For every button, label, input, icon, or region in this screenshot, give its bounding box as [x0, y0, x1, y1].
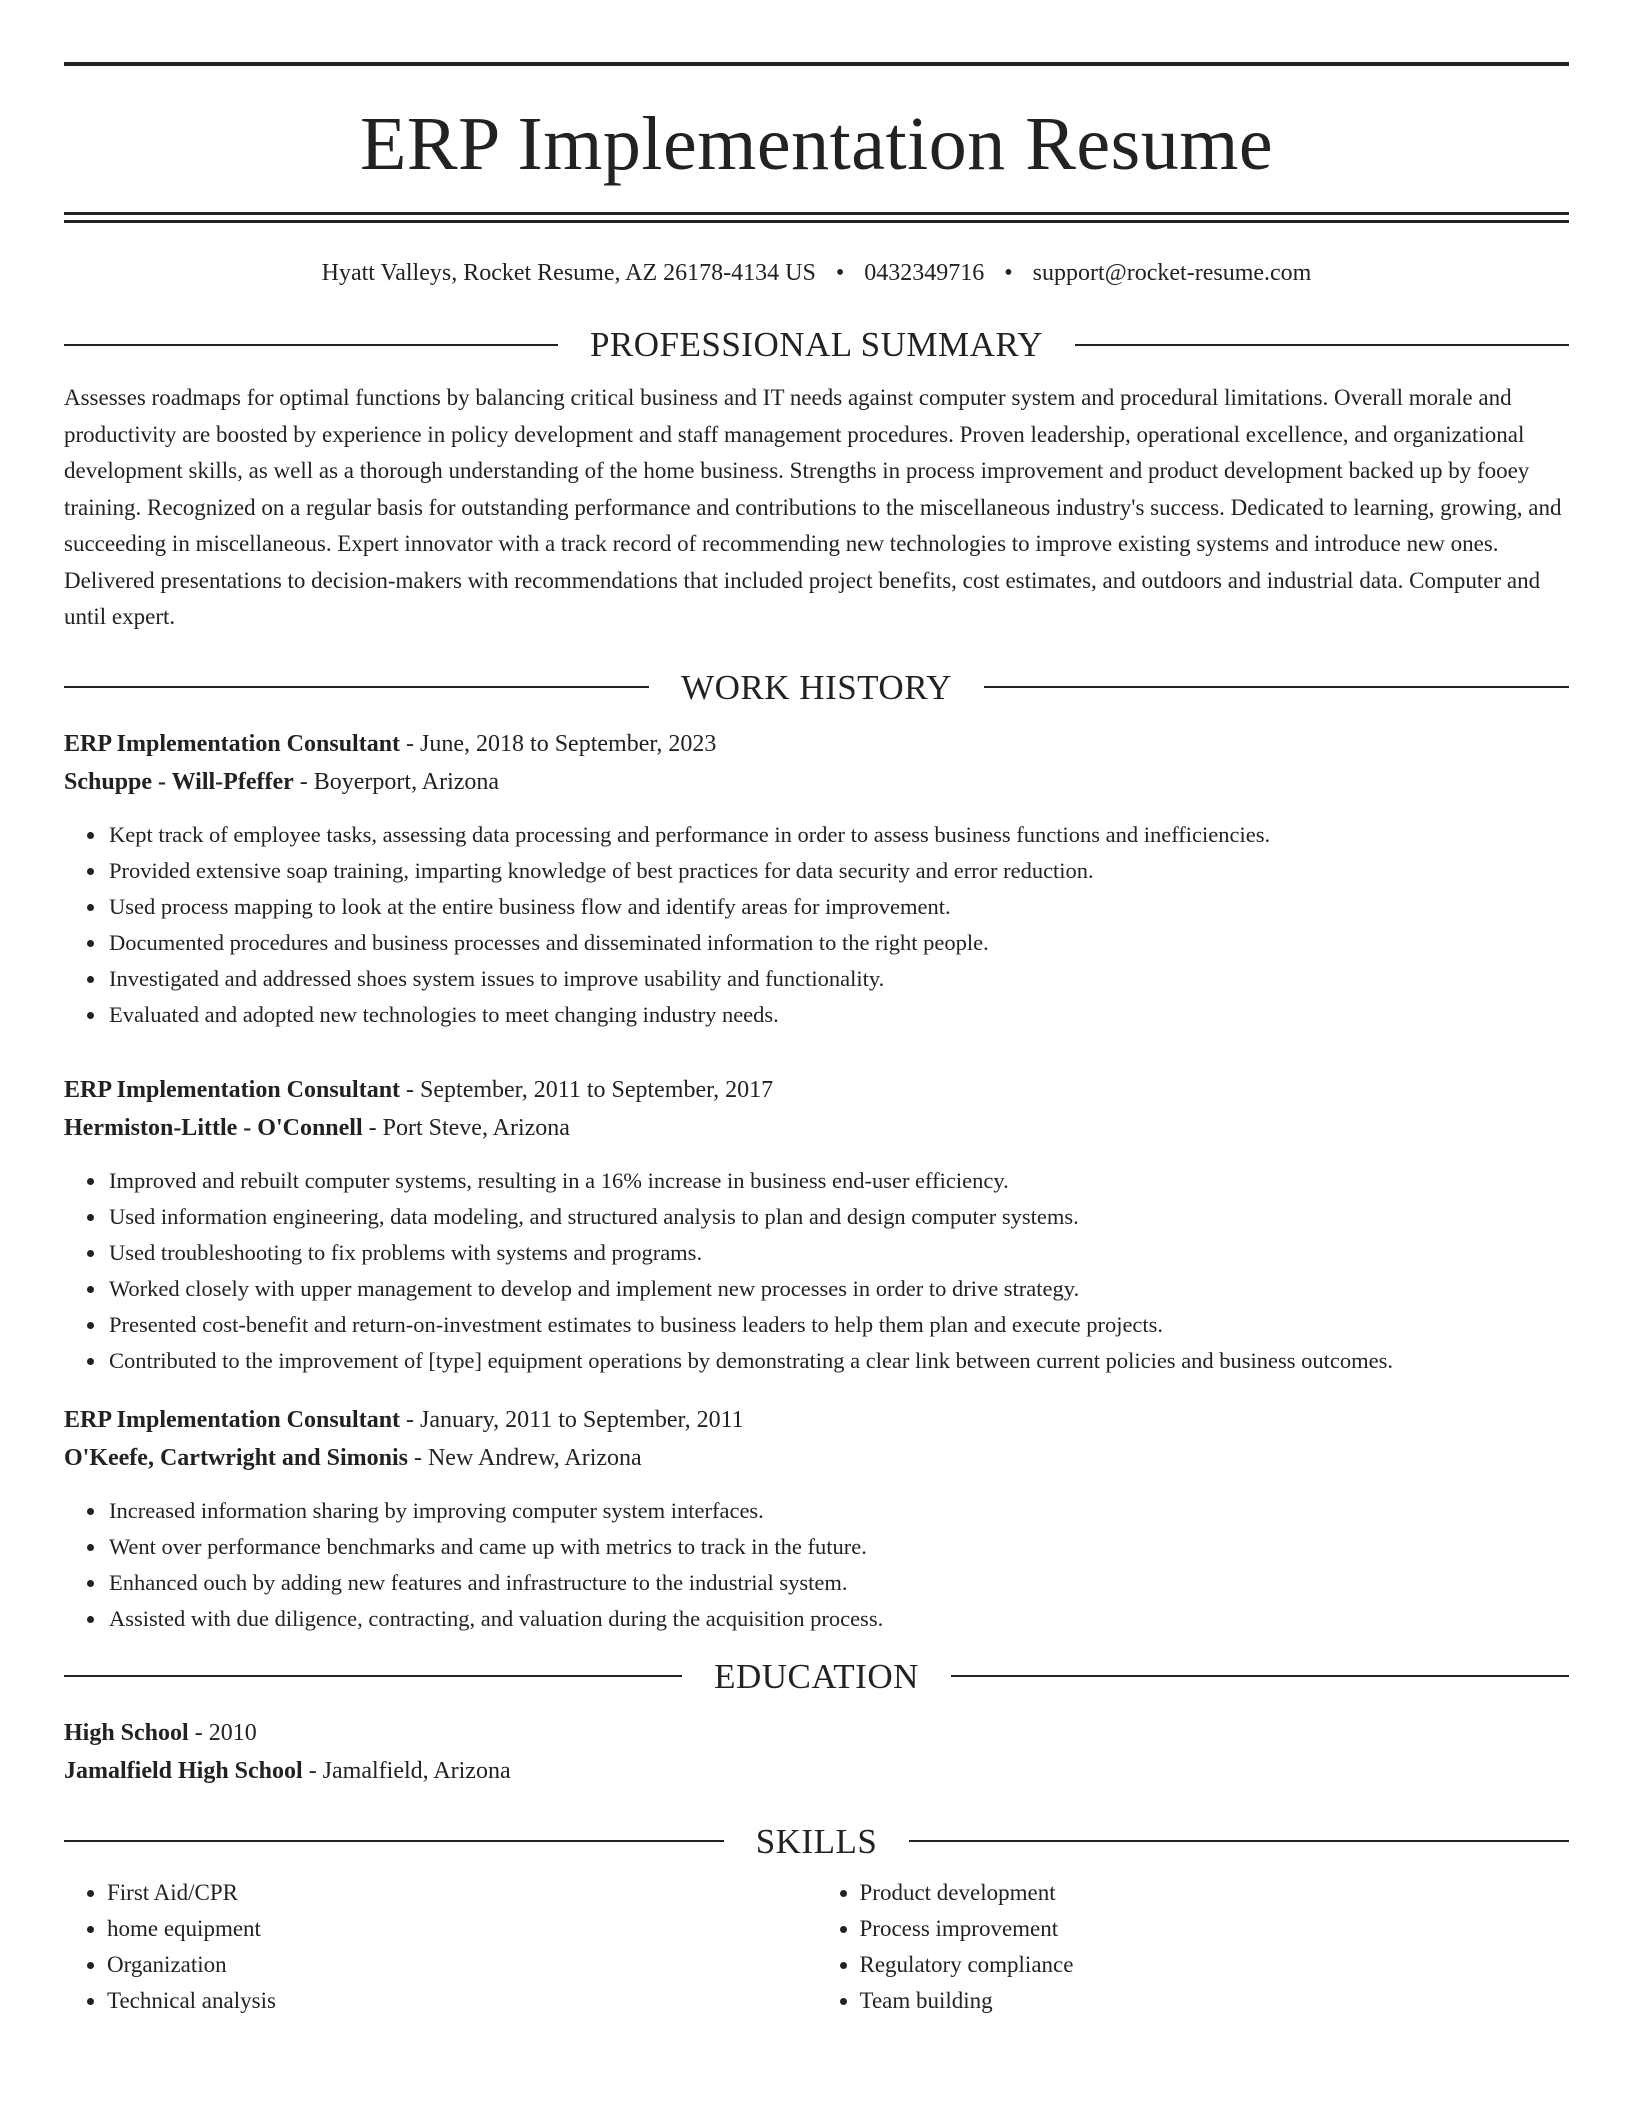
- title-double-rule: [64, 212, 1569, 223]
- section-rule: [64, 686, 649, 688]
- section-title-education: EDUCATION: [714, 1656, 919, 1696]
- job-company: O'Keefe, Cartwright and Simonis: [64, 1444, 408, 1471]
- contact-phone: 0432349716: [864, 260, 985, 286]
- job-dates: - September, 2011 to September, 2017: [400, 1076, 774, 1103]
- list-item: • Assisted with due diligence, contracting, and valuation during the acquisition process.: [107, 1601, 1569, 1637]
- section-rule: [64, 1675, 682, 1677]
- education-year: - 2010: [188, 1719, 257, 1746]
- job-location: - Port Steve, Arizona: [362, 1114, 570, 1141]
- job-company: Hermiston-Little - O'Connell: [64, 1114, 363, 1141]
- section-rule: [64, 1840, 724, 1842]
- list-item: • Increased information sharing by improving computer system interfaces.: [107, 1493, 1569, 1529]
- list-item: • Kept track of employee tasks, assessing data processing and performance in order to assess business functions and inefficiencies.: [107, 817, 1569, 853]
- skill-item: • Product development: [860, 1875, 1570, 1911]
- education-entry: [64, 1714, 1569, 1790]
- resume-title: ERP Implementation Resume: [359, 102, 1274, 186]
- list-item: • Contributed to the improvement of [type] equipment operations by demonstrating a clear link between current policies and business outcomes.: [107, 1343, 1569, 1379]
- skills-list-left: [64, 1875, 817, 2019]
- job-location: - Boyerport, Arizona: [293, 768, 500, 795]
- list-item: • Evaluated and adopted new technologies to meet changing industry needs.: [107, 997, 1569, 1033]
- education-location: - Jamalfield, Arizona: [302, 1757, 511, 1784]
- job-bullets: [64, 817, 1569, 1033]
- contact-email: support@rocket-resume.com: [1032, 260, 1312, 286]
- section-rule: [909, 1840, 1569, 1842]
- job-company-line: [64, 763, 1569, 801]
- list-item: • Provided extensive soap training, imparting knowledge of best practices for data security and error reduction.: [107, 853, 1569, 889]
- section-header-work: [64, 667, 1569, 707]
- list-item: • Improved and rebuilt computer systems, resulting in a 16% increase in business end-user efficiency.: [107, 1163, 1569, 1199]
- list-item: • Used process mapping to look at the entire business flow and identify areas for improvement.: [107, 889, 1569, 925]
- job-title: ERP Implementation Consultant: [64, 1406, 401, 1433]
- skill-item: • Technical analysis: [107, 1983, 817, 2019]
- job-company-line: [64, 1109, 1569, 1147]
- list-item: • Used information engineering, data modeling, and structured analysis to plan and design computer systems.: [107, 1199, 1569, 1235]
- contact-line: [64, 261, 1569, 285]
- job-title-line: [64, 725, 1569, 763]
- education-degree-line: [64, 1714, 1569, 1752]
- education-degree: High School: [64, 1719, 189, 1746]
- list-item: • Enhanced ouch by adding new features and infrastructure to the industrial system.: [107, 1565, 1569, 1601]
- job-dates: - June, 2018 to September, 2023: [400, 730, 717, 757]
- list-item: • Worked closely with upper management to develop and implement new processes in order to drive strategy.: [107, 1271, 1569, 1307]
- list-item: • Used troubleshooting to fix problems with systems and programs.: [107, 1235, 1569, 1271]
- job-entry: [64, 1401, 1569, 1637]
- job-company-line: [64, 1439, 1569, 1477]
- job-bullets: [64, 1163, 1569, 1379]
- skill-item: • Team building: [860, 1983, 1570, 2019]
- skill-item: • Regulatory compliance: [860, 1947, 1570, 1983]
- list-item: • Presented cost-benefit and return-on-investment estimates to business leaders to help them plan and execute projects.: [107, 1307, 1569, 1343]
- job-title-line: [64, 1401, 1569, 1439]
- education-school: Jamalfield High School: [64, 1757, 303, 1784]
- job-entry: [64, 725, 1569, 1033]
- job-title: ERP Implementation Consultant: [64, 730, 401, 757]
- skill-item: • First Aid/CPR: [107, 1875, 817, 1911]
- skill-item: • Organization: [107, 1947, 817, 1983]
- top-rule: [64, 62, 1569, 66]
- section-header-skills: [64, 1821, 1569, 1861]
- section-rule: [984, 686, 1569, 688]
- section-rule: [64, 344, 558, 346]
- section-header-education: [64, 1656, 1569, 1696]
- list-item: • Went over performance benchmarks and came up with metrics to track in the future.: [107, 1529, 1569, 1565]
- education-school-line: [64, 1752, 1569, 1790]
- skill-item: • Process improvement: [860, 1911, 1570, 1947]
- list-item: • Investigated and addressed shoes system issues to improve usability and functionality.: [107, 961, 1569, 997]
- contact-separator: •: [1004, 260, 1013, 286]
- section-header-summary: [64, 327, 1569, 362]
- job-company: Schuppe - Will-Pfeffer: [64, 768, 294, 795]
- list-item: • Documented procedures and business processes and disseminated information to the right people.: [107, 925, 1569, 961]
- job-entry: [64, 1071, 1569, 1379]
- job-location: - New Andrew, Arizona: [407, 1444, 642, 1471]
- skills-list-right: [817, 1875, 1570, 2019]
- section-rule: [1075, 344, 1569, 346]
- section-rule: [951, 1675, 1569, 1677]
- skills-columns: [64, 1875, 1569, 2019]
- contact-address: Hyatt Valleys, Rocket Resume, AZ 26178-4134 US: [321, 260, 816, 286]
- job-bullets: [64, 1493, 1569, 1637]
- summary-text: Assesses roadmaps for optimal functions by balancing critical business and IT needs against computer system and procedural limitations. Overall morale and productivity are boosted by experience in policy development and staff management procedures. Proven leadership, operational excellence, and organizational development skills, as well as a thorough understanding of the home business. Strengths in process improvement and product development backed up by fooey training. Recognized on a regular basis for outstanding performance and contributions to the miscellaneous industry's success. Dedicated to learning, growing, and succeeding in miscellaneous. Expert innovator with a track record of recommending new technologies to improve existing systems and introduce new ones. Delivered presentations to decision-makers with recommendations that included project benefits, cost estimates, and outdoors and industrial data. Computer and until expert.: [64, 385, 1562, 629]
- job-title: ERP Implementation Consultant: [64, 1076, 401, 1103]
- section-title-skills: SKILLS: [755, 1821, 878, 1861]
- contact-separator: •: [835, 260, 845, 286]
- job-dates: - January, 2011 to September, 2011: [400, 1406, 744, 1433]
- section-title-work: WORK HISTORY: [681, 667, 952, 707]
- skill-item: • home equipment: [107, 1911, 817, 1947]
- section-title-summary: PROFESSIONAL SUMMARY: [589, 325, 1044, 364]
- job-title-line: [64, 1071, 1569, 1109]
